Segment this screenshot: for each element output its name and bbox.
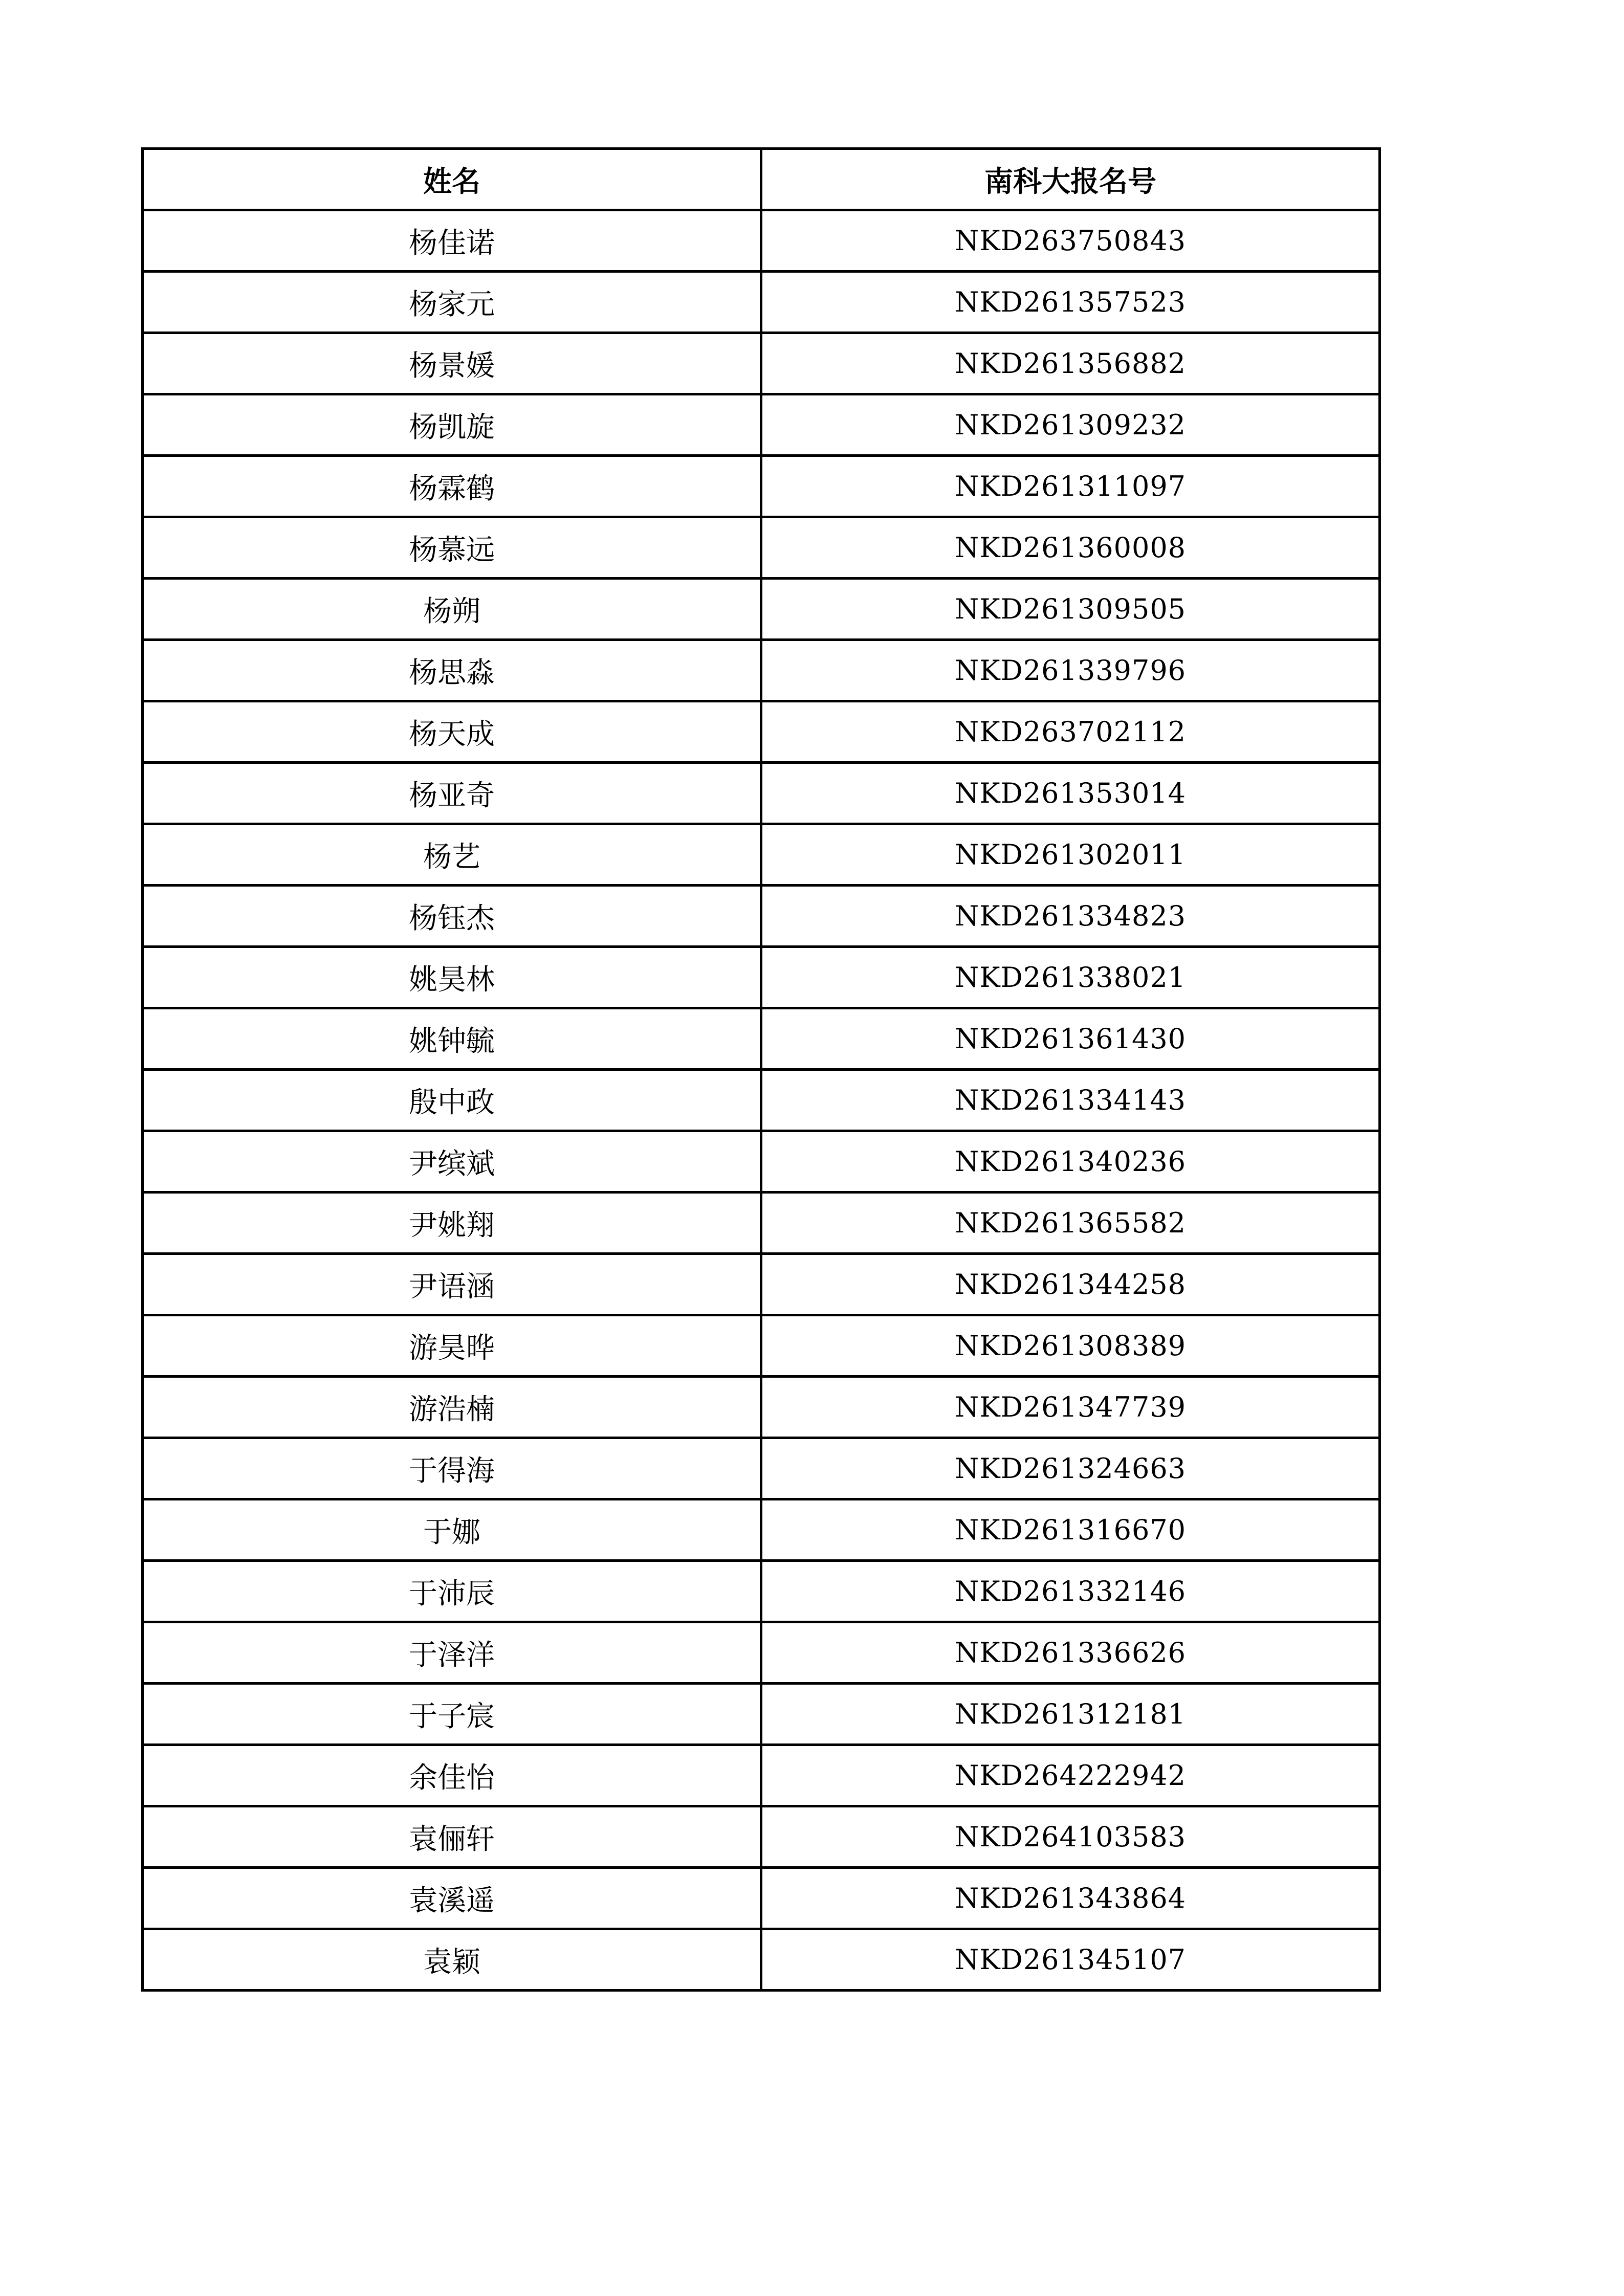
- table-row: [143, 1131, 1380, 1193]
- cell-name: 余佳怡: [143, 1745, 761, 1806]
- table-row: [143, 579, 1380, 640]
- cell-registration-number: NKD261334823: [761, 886, 1380, 947]
- cell-name: 杨朔: [143, 579, 761, 640]
- table-row: [143, 1315, 1380, 1377]
- cell-name: 杨思淼: [143, 640, 761, 701]
- cell-registration-number: NKD261302011: [761, 824, 1380, 886]
- cell-registration-number: NKD261343864: [761, 1868, 1380, 1929]
- cell-name: 杨艺: [143, 824, 761, 886]
- cell-name: 杨钰杰: [143, 886, 761, 947]
- cell-name: 杨亚奇: [143, 763, 761, 824]
- cell-name: 尹姚翔: [143, 1193, 761, 1254]
- cell-registration-number: NKD261324663: [761, 1438, 1380, 1499]
- cell-registration-number: NKD261357523: [761, 272, 1380, 333]
- cell-name: 杨霖鹤: [143, 456, 761, 517]
- cell-registration-number: NKD261311097: [761, 456, 1380, 517]
- cell-name: 袁溪遥: [143, 1868, 761, 1929]
- table-row: [143, 456, 1380, 517]
- table-row: [143, 1745, 1380, 1806]
- table-row: [143, 824, 1380, 886]
- cell-name: 于沛辰: [143, 1561, 761, 1622]
- cell-name: 尹语涵: [143, 1254, 761, 1315]
- cell-registration-number: NKD261356882: [761, 333, 1380, 394]
- table-row: [143, 210, 1380, 272]
- cell-registration-number: NKD261347739: [761, 1377, 1380, 1438]
- cell-name: 于泽洋: [143, 1622, 761, 1684]
- cell-registration-number: NKD261338021: [761, 947, 1380, 1008]
- table-row: [143, 1499, 1380, 1561]
- cell-name: 杨家元: [143, 272, 761, 333]
- cell-name: 杨佳诺: [143, 210, 761, 272]
- cell-name: 袁俪轩: [143, 1806, 761, 1868]
- cell-name: 于得海: [143, 1438, 761, 1499]
- table-row: [143, 1254, 1380, 1315]
- table-header-row: [143, 149, 1380, 210]
- table-row: [143, 1622, 1380, 1684]
- cell-name: 杨凯旋: [143, 394, 761, 456]
- cell-registration-number: NKD261360008: [761, 517, 1380, 579]
- table-row: [143, 1008, 1380, 1070]
- cell-registration-number: NKD263702112: [761, 701, 1380, 763]
- cell-registration-number: NKD264103583: [761, 1806, 1380, 1868]
- table-row: [143, 394, 1380, 456]
- cell-registration-number: NKD261312181: [761, 1684, 1380, 1745]
- cell-registration-number: NKD261339796: [761, 640, 1380, 701]
- header-name: 姓名: [143, 149, 761, 210]
- cell-registration-number: NKD263750843: [761, 210, 1380, 272]
- header-registration-number: 南科大报名号: [761, 149, 1380, 210]
- table-row: [143, 1929, 1380, 1991]
- table-row: [143, 333, 1380, 394]
- cell-name: 于子宸: [143, 1684, 761, 1745]
- cell-name: 殷中政: [143, 1070, 761, 1131]
- table-row: [143, 1806, 1380, 1868]
- cell-registration-number: NKD261332146: [761, 1561, 1380, 1622]
- cell-registration-number: NKD261353014: [761, 763, 1380, 824]
- table-row: [143, 272, 1380, 333]
- table-row: [143, 517, 1380, 579]
- cell-name: 杨景媛: [143, 333, 761, 394]
- table-row: [143, 640, 1380, 701]
- cell-name: 游昊晔: [143, 1315, 761, 1377]
- table-row: [143, 1377, 1380, 1438]
- table-row: [143, 1868, 1380, 1929]
- cell-registration-number: NKD261361430: [761, 1008, 1380, 1070]
- cell-name: 游浩楠: [143, 1377, 761, 1438]
- table-row: [143, 947, 1380, 1008]
- cell-registration-number: NKD261365582: [761, 1193, 1380, 1254]
- table-row: [143, 763, 1380, 824]
- cell-name: 杨慕远: [143, 517, 761, 579]
- cell-registration-number: NKD261336626: [761, 1622, 1380, 1684]
- cell-registration-number: NKD261308389: [761, 1315, 1380, 1377]
- table-row: [143, 1684, 1380, 1745]
- cell-name: 尹缤斌: [143, 1131, 761, 1193]
- table-row: [143, 886, 1380, 947]
- table-row: [143, 1070, 1380, 1131]
- table-body: [143, 210, 1380, 1991]
- cell-registration-number: NKD264222942: [761, 1745, 1380, 1806]
- cell-registration-number: NKD261316670: [761, 1499, 1380, 1561]
- table-row: [143, 701, 1380, 763]
- cell-name: 于娜: [143, 1499, 761, 1561]
- cell-name: 姚昊林: [143, 947, 761, 1008]
- table-row: [143, 1438, 1380, 1499]
- table-row: [143, 1561, 1380, 1622]
- cell-name: 袁颖: [143, 1929, 761, 1991]
- cell-registration-number: NKD261340236: [761, 1131, 1380, 1193]
- table-row: [143, 1193, 1380, 1254]
- cell-registration-number: NKD261309505: [761, 579, 1380, 640]
- cell-name: 姚钟毓: [143, 1008, 761, 1070]
- cell-registration-number: NKD261309232: [761, 394, 1380, 456]
- cell-registration-number: NKD261334143: [761, 1070, 1380, 1131]
- cell-registration-number: NKD261345107: [761, 1929, 1380, 1991]
- roster-table: [141, 147, 1381, 1992]
- cell-name: 杨天成: [143, 701, 761, 763]
- cell-registration-number: NKD261344258: [761, 1254, 1380, 1315]
